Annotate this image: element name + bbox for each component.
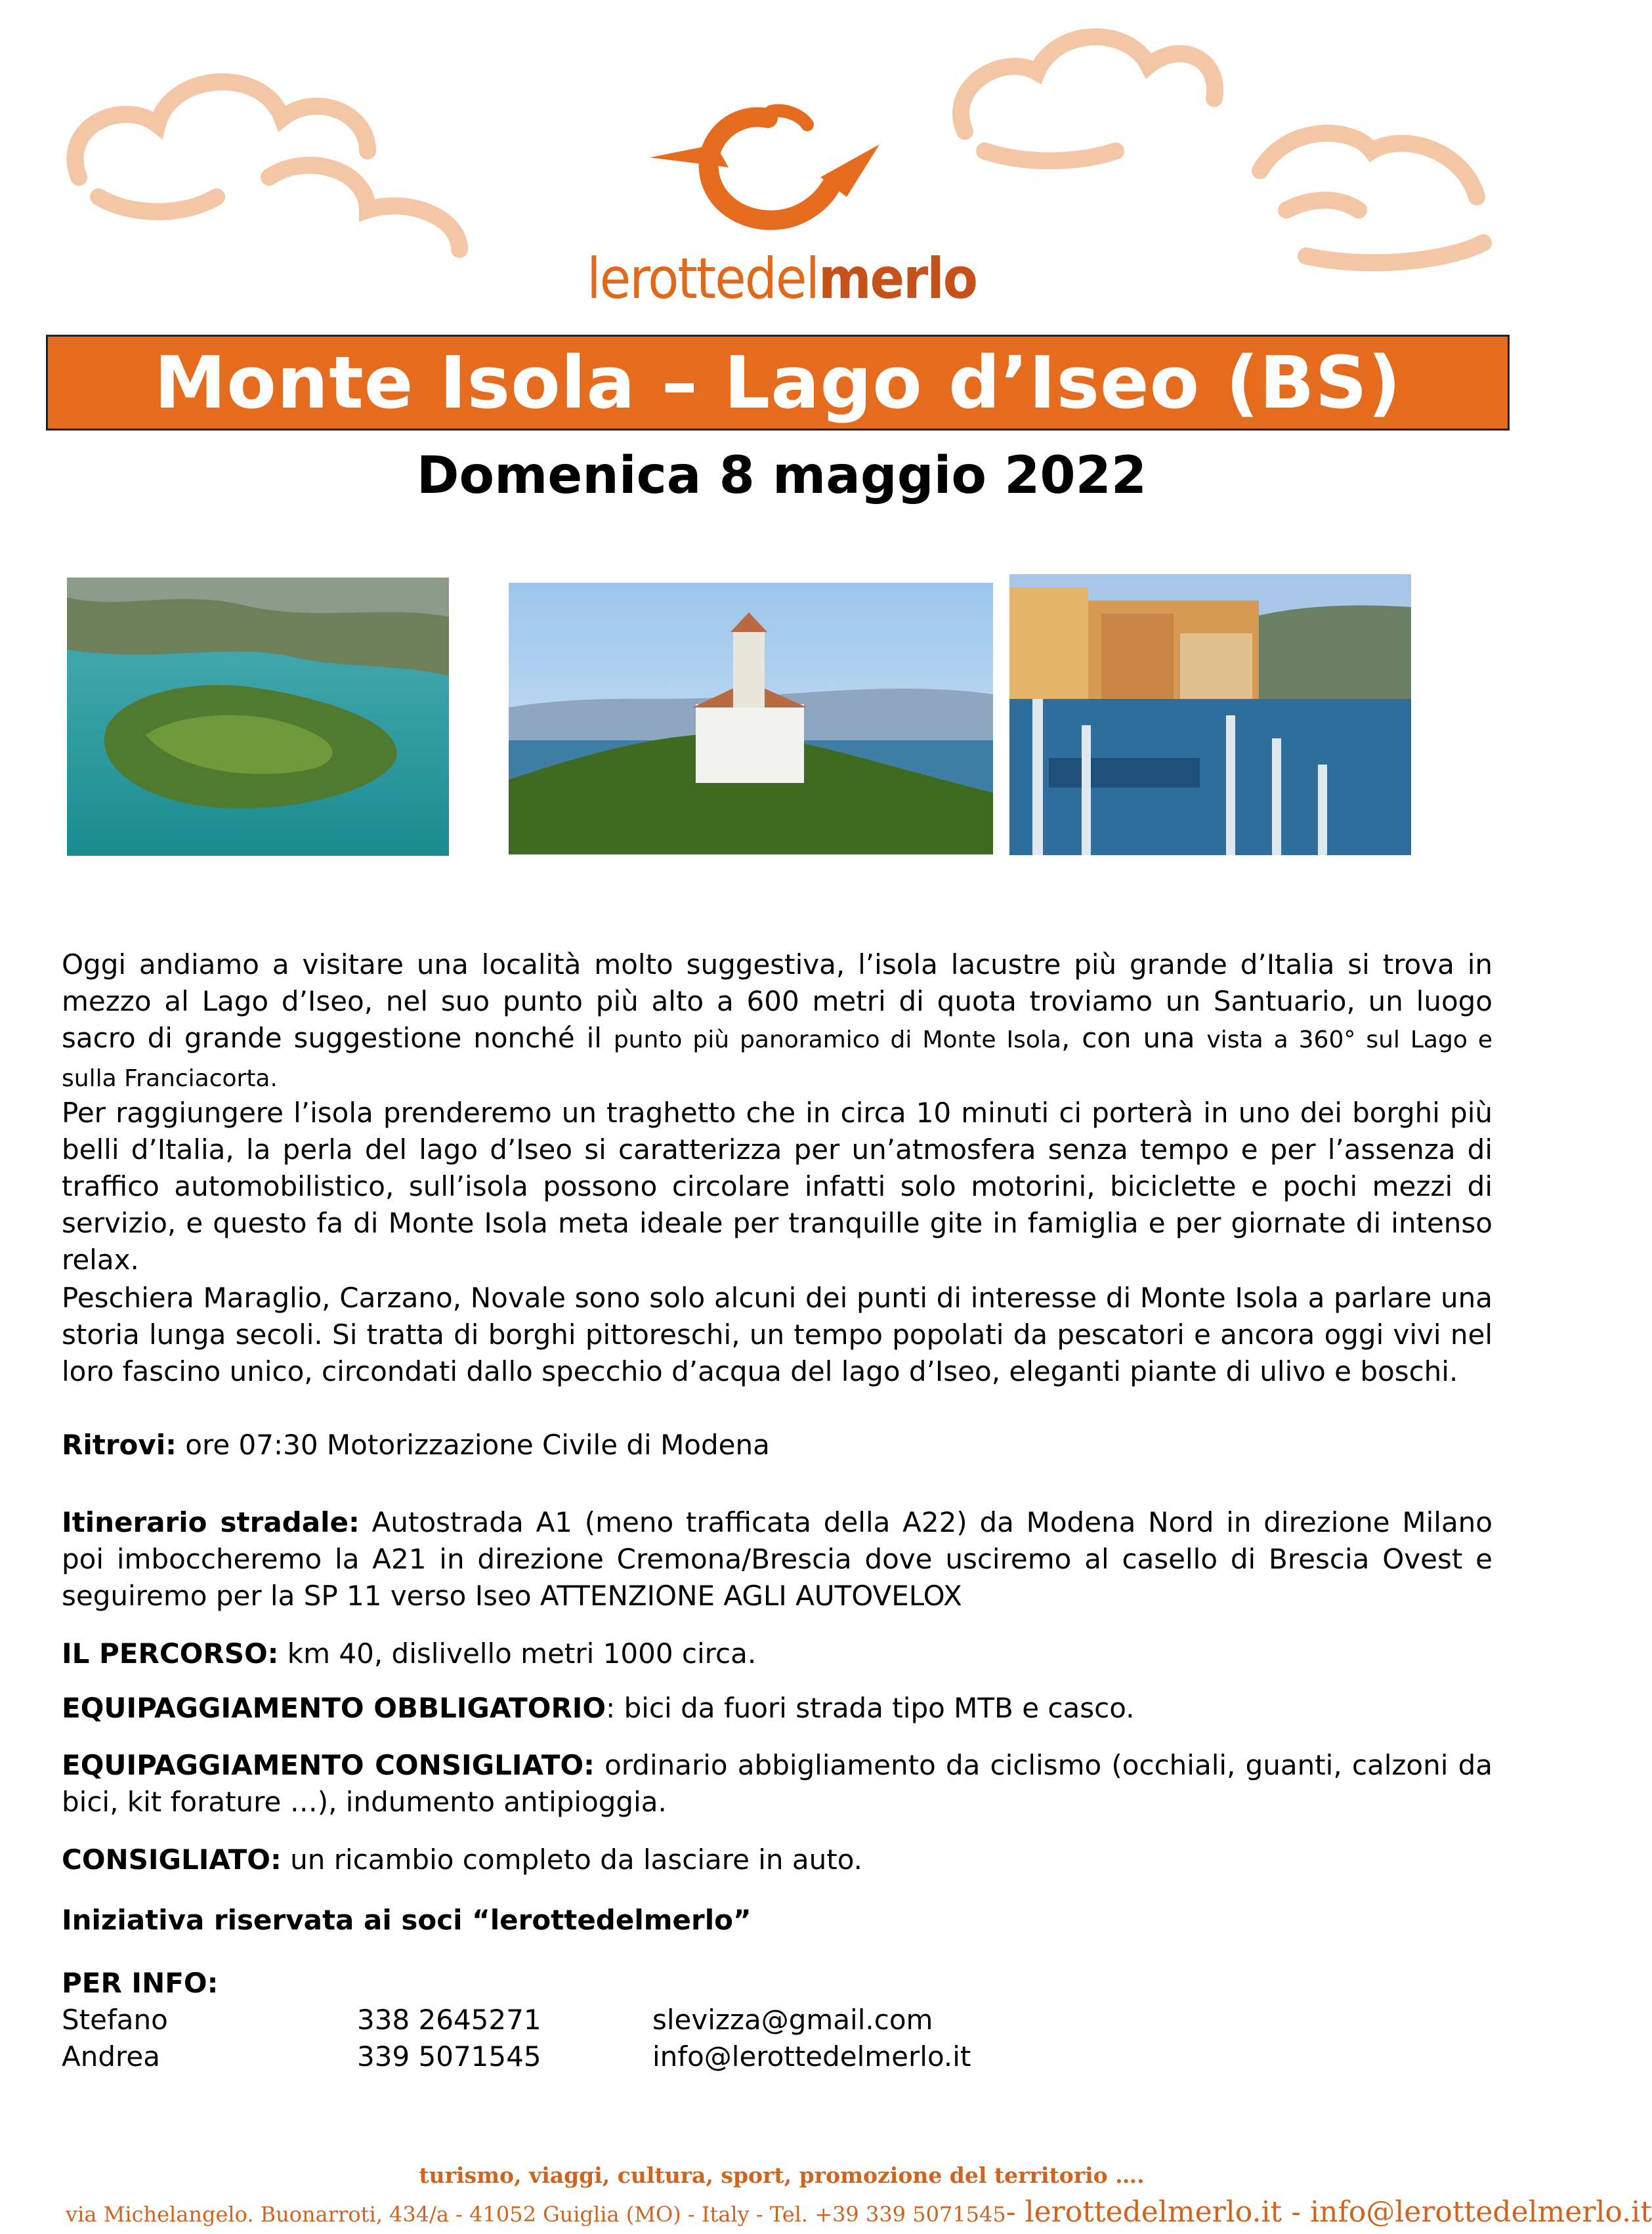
itinerario-text: Autostrada A1 (meno trafficata della A22) da Modena Nord in direzione Milano poi imboccheremo la A21 in direzione Cremona/Brescia dove usciremo al casello di Brescia Ovest e seguiremo per la SP 11 verso Iseo ATTENZIONE AGLI AUTOVELOX: [62, 1506, 1493, 1612]
contact-phone: 339 5071545: [357, 2040, 541, 2073]
contact-email[interactable]: info@lerottedelmerlo.it: [652, 2040, 971, 2073]
logo-text-light: lerotte: [587, 246, 745, 312]
contact-name: Stefano: [62, 2004, 168, 2036]
footer-address-line: [66, 2195, 1652, 2229]
itinerario-paragraph: [62, 1504, 1493, 1614]
consigliato-equipment-label: EQUIPAGGIAMENTO CONSIGLIATO:: [62, 1749, 595, 1781]
iniziativa-note: Iniziativa riservata ai soci “lerottedelmerlo”: [62, 1904, 752, 1936]
intro-text-a: Oggi andiamo a visitare una località molto suggestiva, l’isola lacustre più grande d’Italia si trova in mezzo al Lago d’Iseo, nel suo punto più alto a 600 metri di quota troviamo un Santuario, un luogo sacro di grande suggestione nonché il: [62, 948, 1493, 1054]
sanctuary-photo: [509, 583, 993, 854]
logo-text-mid: del: [744, 246, 818, 312]
intro-text-b: punto più panoramico di Monte Isola: [613, 1026, 1061, 1053]
ritrovi-line: [62, 1427, 1493, 1464]
contact-email[interactable]: slevizza@gmail.com: [652, 2004, 933, 2036]
intro-paragraph: [62, 946, 1493, 1097]
consigliato-line: [62, 1842, 1493, 1878]
title-banner: [46, 335, 1510, 431]
footer-links[interactable]: - lerottedelmerlo.it - info@lerottedelmerlo.it: [1006, 2195, 1652, 2229]
event-date: Domenica 8 maggio 2022: [416, 446, 1147, 505]
consigliato-equipment-paragraph: [62, 1747, 1493, 1821]
itinerario-label: Itinerario stradale:: [62, 1506, 360, 1538]
contact-phone: 338 2645271: [357, 2004, 541, 2036]
logo-bird-icon: [630, 98, 893, 249]
page-title: Monte Isola – Lago d’Iseo (BS): [154, 341, 1402, 425]
contact-row: [62, 2038, 971, 2075]
obbligatorio-label: EQUIPAGGIAMENTO OBBLIGATORIO: [62, 1692, 606, 1724]
ferry-paragraph: Per raggiungere l’isola prenderemo un traghetto che in circa 10 minuti ci porterà in uno dei borghi più belli d’Italia, la perla del lago d’Iseo si caratterizza per un’atmosfera senza tempo e per l’assenza di traffico automobilistico, sull’isola possono circolare infatti solo motorini, biciclette e pochi mezzi di servizio, e questo fa di Monte Isola meta ideale per tranquille gite in famiglia e per giornate di intenso relax.: [62, 1097, 1493, 1276]
obbligatorio-text: : bici da fuori strada tipo MTB e casco.: [606, 1692, 1135, 1724]
info-label: PER INFO:: [62, 1967, 219, 1999]
contacts-table: [62, 2002, 971, 2075]
villages-paragraph: Peschiera Maraglio, Carzano, Novale sono solo alcuni dei punti di interesse di Monte Isola a parlare una storia lunga secoli. Si tratta di borghi pittoreschi, un tempo popolati da pescatori e ancora oggi vivi nel loro fascino unico, circondati dallo specchio d’acqua del lago d’Iseo, eleganti piante di ulivo e boschi.: [62, 1282, 1493, 1387]
ritrovi-label: Ritrovi:: [62, 1429, 177, 1461]
consigliato-label: CONSIGLIATO:: [62, 1844, 282, 1876]
percorso-label: IL PERCORSO:: [62, 1637, 279, 1670]
logo-wordmark: [0, 243, 1563, 315]
ritrovi-text: ore 07:30 Motorizzazione Civile di Modena: [176, 1429, 770, 1461]
harbor-village-photo: [1009, 574, 1411, 855]
intro-text-c: , con una: [1061, 1022, 1207, 1054]
consigliato-equipment-text: ordinario abbigliamento da ciclismo (occhiali, guanti, calzoni da bici, kit forature …), indumento antipioggia.: [62, 1749, 1493, 1818]
contact-row: [62, 2002, 971, 2038]
intro-text-d: vista a 360° sul Lago e sulla Franciacorta.: [62, 1026, 1493, 1092]
contact-name: Andrea: [62, 2040, 160, 2073]
percorso-line: [62, 1635, 1493, 1672]
aerial-island-photo: [67, 578, 449, 856]
percorso-text: km 40, dislivello metri 1000 circa.: [278, 1637, 757, 1670]
footer-tagline: turismo, viaggi, cultura, sport, promozione del territorio ….: [419, 2162, 1145, 2188]
obbligatorio-line: [62, 1690, 1493, 1727]
logo-text-bold: merlo: [818, 246, 977, 312]
consigliato-text: un ricambio completo da lasciare in auto.: [281, 1844, 863, 1876]
footer-address: via Michelangelo. Buonarroti, 434/a - 41052 Guiglia (MO) - Italy - Tel. +39 339 5071545: [66, 2202, 1006, 2227]
